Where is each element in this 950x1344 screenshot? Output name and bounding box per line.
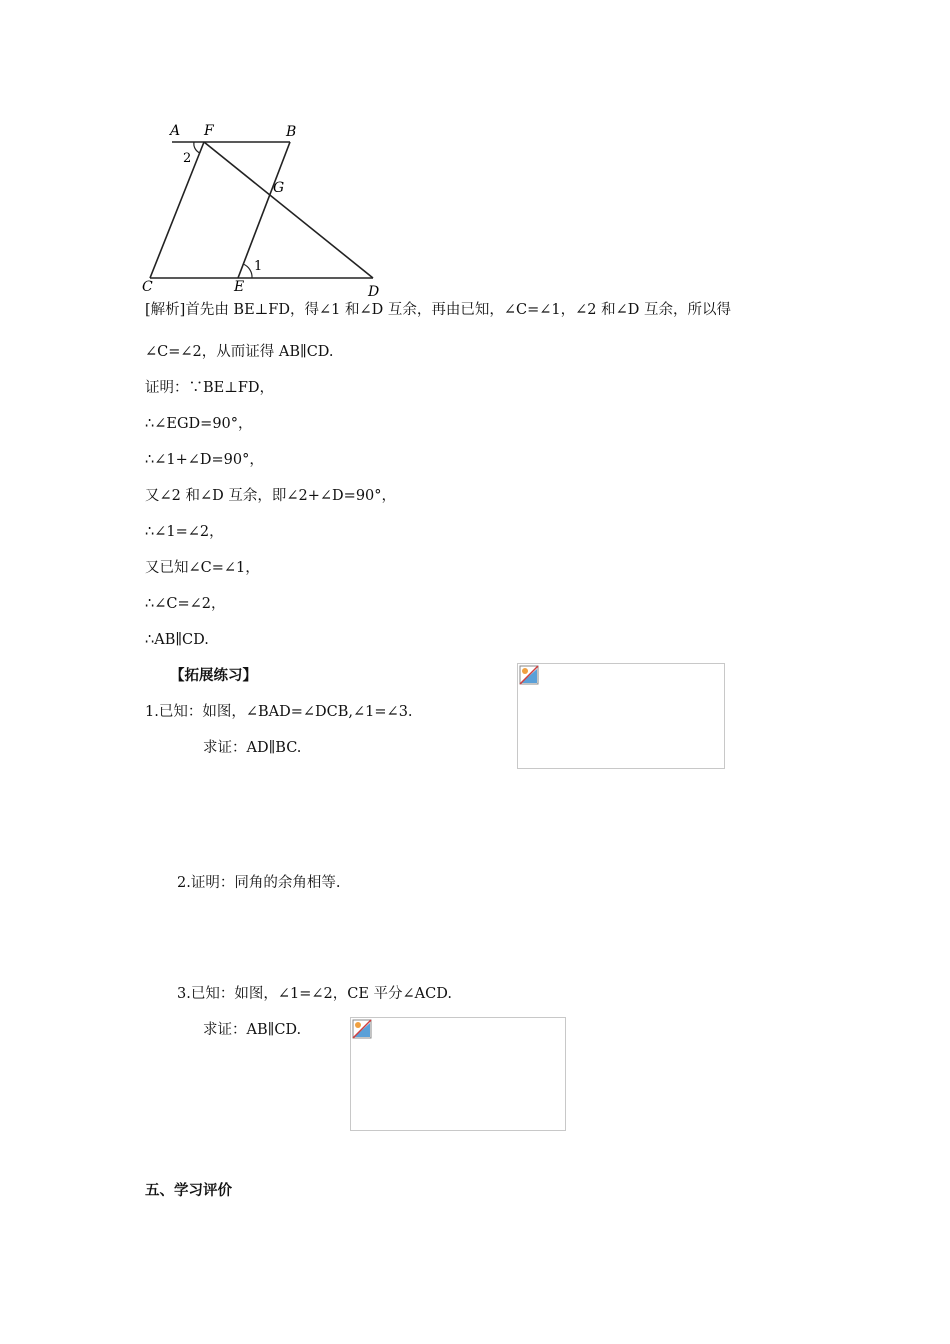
proof-line: ∴∠C=∠2，: [145, 596, 226, 612]
broken-image-icon: [519, 665, 539, 685]
label-d: D: [368, 284, 380, 298]
label-c: C: [142, 279, 153, 295]
analysis-line-1: [解析]首先由 BE⊥FD，得∠1 和∠D 互余，再由已知，∠C=∠1，∠2 和∠D 互余，所以得: [145, 302, 731, 318]
label-g: G: [273, 180, 285, 196]
question-2: 2.证明：同角的余角相等.: [177, 875, 341, 891]
geometry-figure: [140, 118, 400, 298]
label-e: E: [234, 279, 245, 295]
analysis-line-2: ∠C=∠2，从而证得 AB∥CD.: [145, 344, 334, 360]
proof-line: 又已知∠C=∠1，: [145, 560, 260, 576]
question-1-image-placeholder: [517, 663, 725, 769]
question-1-prove: 求证：AD∥BC.: [203, 740, 302, 756]
question-3-image-placeholder: [350, 1017, 566, 1131]
label-angle-2: 2: [183, 151, 192, 166]
proof-line: 又∠2 和∠D 互余，即∠2+∠D=90°，: [145, 488, 397, 504]
label-f: F: [204, 123, 214, 139]
broken-image-icon: [352, 1019, 372, 1039]
proof-line: ∴∠EGD=90°，: [145, 416, 253, 432]
section-5-heading: 五、学习评价: [145, 1183, 232, 1199]
label-a: A: [170, 123, 181, 139]
label-b: B: [286, 124, 297, 140]
proof-line: ∴AB∥CD.: [145, 632, 209, 648]
question-1: 1.已知：如图，∠BAD=∠DCB,∠1=∠3.: [145, 704, 413, 720]
question-3-prove: 求证：AB∥CD.: [203, 1022, 302, 1038]
proof-line: 证明：∵BE⊥FD，: [145, 380, 275, 396]
question-3: 3.已知：如图，∠1=∠2，CE 平分∠ACD.: [177, 986, 452, 1002]
angle-1-arc: [243, 264, 252, 278]
angle-2-arc: [194, 142, 200, 153]
proof-line: ∴∠1+∠D=90°，: [145, 452, 264, 468]
label-angle-1: 1: [254, 259, 263, 274]
segment-fc: [150, 142, 204, 278]
segment-be: [238, 142, 290, 278]
proof-line: ∴∠1=∠2，: [145, 524, 224, 540]
extension-heading: 【拓展练习】: [170, 668, 257, 684]
segment-fd: [204, 142, 373, 278]
